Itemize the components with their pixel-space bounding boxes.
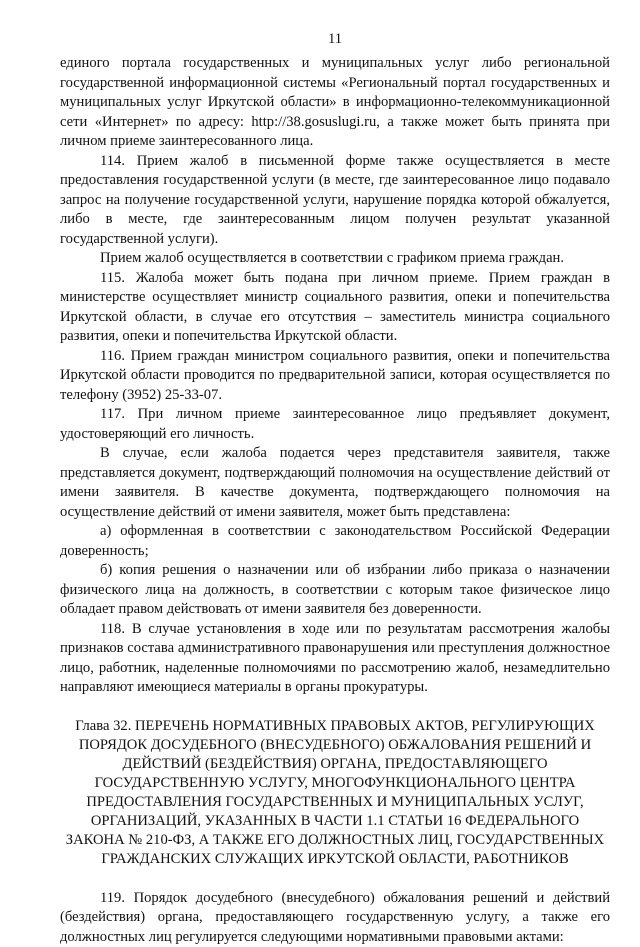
- paragraph: единого портала государственных и муниципальных услуг либо региональной государственной информационной системы «Региональный портал государственных и муниципальных услуг Иркутской области» в информационно-телекоммуникационной сети «Интернет» по адресу: http://38.gosuslugi.ru, а также может быть принята при личном приеме заинтересованного лица.: [60, 54, 610, 152]
- page-number: 11: [60, 30, 610, 52]
- paragraph: 115. Жалоба может быть подана при личном приеме. Прием граждан в министерстве осуществляет министр социального развития, опеки и попечительства Иркутской области, в случае его отсутствия – заместитель министра социального развития, опеки и попечительства Иркутской области.: [60, 269, 610, 347]
- paragraph: 116. Прием граждан министром социального развития, опеки и попечительства Иркутской области проводится по предварительной записи, которая осуществляется по телефону (3952) 25-33-07.: [60, 347, 610, 406]
- paragraph: 117. При личном приеме заинтересованное лицо предъявляет документ, удостоверяющий его личность.: [60, 405, 610, 444]
- paragraph: В случае, если жалоба подается через представителя заявителя, также представляется документ, подтверждающий полномочия на осуществление действий от имени заявителя. В качестве документа, подтверждающего полномочия на осуществление действий от имени заявителя, может быть представлена:: [60, 444, 610, 522]
- body-text-top: [60, 54, 610, 698]
- body-text-bottom: [60, 889, 610, 947]
- paragraph: Прием жалоб осуществляется в соответствии с графиком приема граждан.: [60, 249, 610, 269]
- paragraph: б) копия решения о назначении или об избрании либо приказа о назначении физического лица на должность, в соответствии с которым такое физическое лицо обладает правом действовать от имени заявителя без доверенности.: [60, 561, 610, 620]
- paragraph: 114. Прием жалоб в письменной форме также осуществляется в месте предоставления государственной услуги (в месте, где заинтересованное лицо подавало запрос на получение государственной услуги, нарушение порядка которой обжалуется, либо в месте, где заинтересованным лицом получен результат указанной государственной услуги).: [60, 152, 610, 250]
- paragraph: 118. В случае установления в ходе или по результатам рассмотрения жалобы признаков состава административного правонарушения или преступления должностное лицо, работник, наделенные полномочиями по рассмотрению жалоб, незамедлительно направляют имеющиеся материалы в органы прокуратуры.: [60, 620, 610, 698]
- paragraph: а) оформленная в соответствии с законодательством Российской Федерации доверенность;: [60, 522, 610, 561]
- paragraph: 119. Порядок досудебного (внесудебного) обжалования решений и действий (бездействия) органа, предоставляющего государственную услугу, а также его должностных лиц регулируется следующими нормативными правовыми актами:: [60, 889, 610, 947]
- chapter-heading: Глава 32. ПЕРЕЧЕНЬ НОРМАТИВНЫХ ПРАВОВЫХ АКТОВ, РЕГУЛИРУЮЩИХ ПОРЯДОК ДОСУДЕБНОГО (ВНЕСУДЕБНОГО) ОБЖАЛОВАНИЯ РЕШЕНИЙ И ДЕЙСТВИЙ (БЕЗДЕЙСТВИЯ) ОРГАНА, ПРЕДОСТАВЛЯЮЩЕГО ГОСУДАРСТВЕННУЮ УСЛУГУ, МНОГОФУНКЦИОНАЛЬНОГО ЦЕНТРА ПРЕДОСТАВЛЕНИЯ ГОСУДАРСТВЕННЫХ И МУНИЦИПАЛЬНЫХ УСЛУГ, ОРГАНИЗАЦИЙ, УКАЗАННЫХ В ЧАСТИ 1.1 СТАТЬИ 16 ФЕДЕРАЛЬНОГО ЗАКОНА № 210-ФЗ, А ТАКЖЕ ЕГО ДОЛЖНОСТНЫХ ЛИЦ, ГОСУДАРСТВЕННЫХ ГРАЖДАНСКИХ СЛУЖАЩИХ ИРКУТСКОЙ ОБЛАСТИ, РАБОТНИКОВ: [60, 717, 610, 869]
